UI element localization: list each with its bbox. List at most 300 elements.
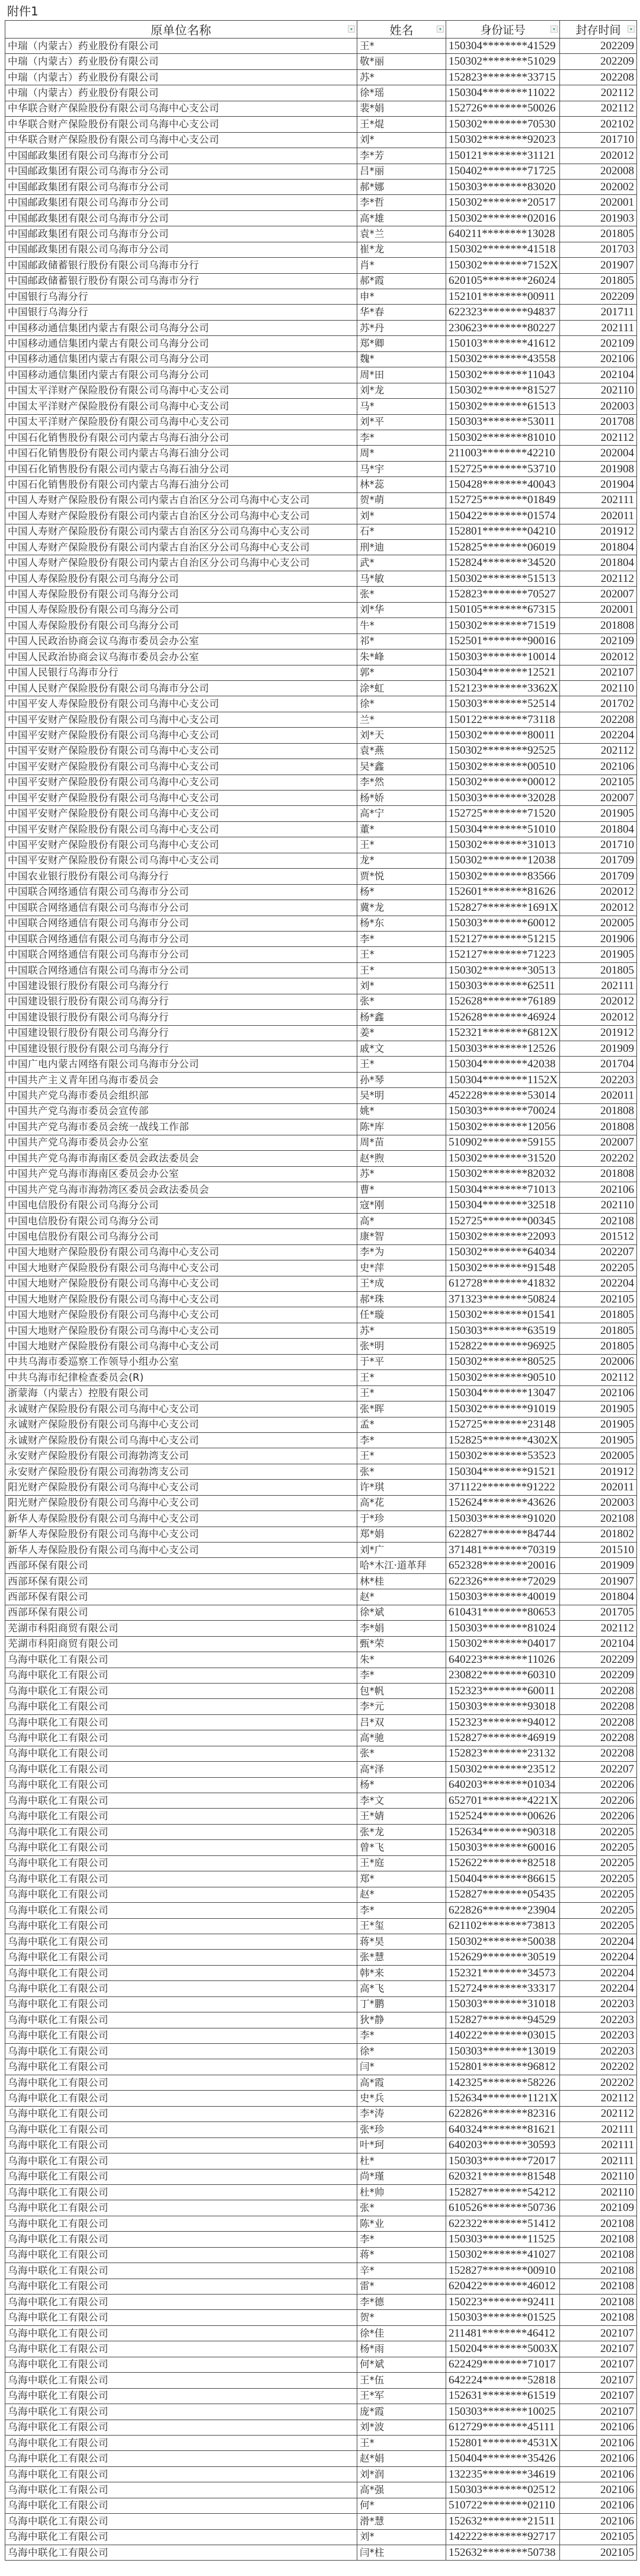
person-name-cell: 雷*	[357, 2279, 446, 2294]
seal-date-cell: 201808	[560, 1103, 637, 1119]
id-number-cell: 150302********11043	[446, 367, 560, 383]
table-row	[5, 2388, 637, 2404]
id-number-cell: 152628********46924	[446, 1010, 560, 1025]
person-name-cell: 李*	[357, 1903, 446, 1918]
table-row	[5, 1103, 637, 1119]
id-number-cell: 150303********91020	[446, 1511, 560, 1527]
table-row	[5, 1088, 637, 1103]
unit-name-cell: 中国联合网络通信有限公司乌海市分公司	[5, 962, 357, 978]
unit-name-cell: 中国大地财产保险股份有限公司乌海中心支公司	[5, 1292, 357, 1307]
unit-name-cell: 中华联合财产保险股份有限公司乌海中心支公司	[5, 132, 357, 148]
unit-name-cell: 中国大地财产保险股份有限公司乌海中心支公司	[5, 1276, 357, 1291]
person-name-cell: 贺*萌	[357, 492, 446, 508]
person-name-cell: 王*成	[357, 1276, 446, 1291]
person-name-cell: 徐*瑶	[357, 85, 446, 101]
unit-name-cell: 乌海中联化工有限公司	[5, 1903, 357, 1918]
seal-date-cell: 201510	[560, 1543, 637, 1558]
person-name-cell: 周*田	[357, 367, 446, 383]
seal-date-cell: 202005	[560, 1448, 637, 1464]
id-number-cell: 150105********67315	[446, 602, 560, 617]
id-number-cell: 371323********50824	[446, 1292, 560, 1307]
id-number-cell: 150303********01525	[446, 2310, 560, 2325]
person-name-cell: 狄*静	[357, 2012, 446, 2028]
column-header-label: 姓名	[389, 23, 414, 37]
seal-date-cell: 202205	[560, 1260, 637, 1276]
seal-date-cell: 202206	[560, 1793, 637, 1809]
person-name-cell: 王*玺	[357, 1918, 446, 1934]
id-number-cell: 211003********42210	[446, 446, 560, 461]
person-name-cell: 申*	[357, 289, 446, 305]
unit-name-cell: 中国农业银行股份有限公司乌海分行	[5, 869, 357, 884]
seal-date-cell: 202106	[560, 759, 637, 775]
table-row	[5, 1730, 637, 1746]
person-name-cell: 刘*	[357, 2529, 446, 2545]
id-number-cell: 150303********60016	[446, 1840, 560, 1855]
table-row	[5, 69, 637, 85]
person-name-cell: 赵*	[357, 1887, 446, 1902]
person-name-cell: 贺*	[357, 2310, 446, 2325]
id-number-cell: 150302********12038	[446, 853, 560, 868]
unit-name-cell: 乌海中联化工有限公司	[5, 1683, 357, 1698]
id-number-cell: 150121********31121	[446, 148, 560, 164]
unit-name-cell: 浙蒙海（内蒙古）控股有限公司	[5, 1385, 357, 1401]
id-number-cell: 152824********34520	[446, 555, 560, 571]
table-row	[5, 195, 637, 210]
person-name-cell: 孙*琴	[357, 1072, 446, 1087]
unit-name-cell: 乌海中联化工有限公司	[5, 2059, 357, 2075]
seal-date-cell: 202110	[560, 2169, 637, 2184]
seal-date-cell: 202111	[560, 320, 637, 335]
table-row	[5, 1950, 637, 1965]
table-row	[5, 665, 637, 680]
seal-date-cell: 202112	[560, 571, 637, 586]
person-name-cell: 李*	[357, 1668, 446, 1683]
id-number-cell: 150302********81527	[446, 383, 560, 398]
unit-name-cell: 乌海中联化工有限公司	[5, 1855, 357, 1871]
unit-name-cell: 西部环保有限公司	[5, 1573, 357, 1589]
seal-date-cell: 202209	[560, 1652, 637, 1668]
id-number-cell: 152827********94529	[446, 2012, 560, 2028]
seal-date-cell: 202012	[560, 1010, 637, 1025]
person-name-cell: 李*	[357, 2028, 446, 2043]
unit-name-cell: 中国人民政治协商会议乌海市委员会办公室	[5, 633, 357, 649]
unit-name-cell: 乌海中联化工有限公司	[5, 1840, 357, 1855]
filter-dropdown-icon[interactable]	[551, 25, 558, 33]
unit-name-cell: 中国广电内蒙古网络有限公司乌海市分公司	[5, 1057, 357, 1072]
unit-name-cell: 中国共产党乌海市海勃湾区委员会政法委员会	[5, 1182, 357, 1197]
unit-name-cell: 中国移动通信集团内蒙古有限公司乌海分公司	[5, 367, 357, 383]
seal-date-cell: 202207	[560, 1762, 637, 1777]
seal-date-cell: 201512	[560, 1229, 637, 1244]
id-number-cell: 152323********94012	[446, 1714, 560, 1730]
person-name-cell: 张*明	[357, 1339, 446, 1354]
id-number-cell: 150303********62511	[446, 978, 560, 994]
person-name-cell: 吕*丽	[357, 164, 446, 179]
unit-name-cell: 乌海中联化工有限公司	[5, 2373, 357, 2388]
seal-date-cell: 202208	[560, 1714, 637, 1730]
person-name-cell: 张*晖	[357, 1401, 446, 1417]
seal-date-cell: 202206	[560, 1777, 637, 1793]
seal-date-cell: 202106	[560, 2514, 637, 2529]
seal-date-cell: 202205	[560, 1887, 637, 1902]
filter-dropdown-icon[interactable]	[437, 25, 444, 33]
id-number-cell: 620105********26024	[446, 273, 560, 289]
person-name-cell: 陈*库	[357, 1119, 446, 1135]
seal-date-cell: 202108	[560, 2247, 637, 2263]
id-number-cell: 621102********73813	[446, 1918, 560, 1934]
table-row	[5, 2466, 637, 2482]
person-name-cell: 高*飞	[357, 1981, 446, 1996]
id-number-cell: 150304********71013	[446, 1182, 560, 1197]
unit-name-cell: 永诚财产保险股份有限公司乌海中心支公司	[5, 1417, 357, 1432]
seal-date-cell: 202112	[560, 85, 637, 101]
unit-name-cell: 中国邮政集团有限公司乌海市分公司	[5, 242, 357, 257]
seal-date-cell: 202110	[560, 680, 637, 696]
unit-name-cell: 中国平安财产保险股份有限公司乌海中心支公司	[5, 837, 357, 853]
unit-name-cell: 乌海中联化工有限公司	[5, 2341, 357, 2357]
table-row	[5, 806, 637, 821]
id-number-cell: 622827********84744	[446, 1527, 560, 1542]
person-name-cell: 徐*斌	[357, 1605, 446, 1620]
seal-date-cell: 202108	[560, 1511, 637, 1527]
table-row	[5, 2169, 637, 2184]
table-row	[5, 2184, 637, 2200]
id-number-cell: 642224********52818	[446, 2373, 560, 2388]
table-row	[5, 916, 637, 931]
seal-date-cell: 202111	[560, 2137, 637, 2153]
id-number-cell: 150302********80525	[446, 1354, 560, 1369]
seal-date-cell: 201912	[560, 524, 637, 539]
table-row	[5, 1527, 637, 1542]
seal-date-cell: 202204	[560, 728, 637, 743]
table-row	[5, 477, 637, 492]
person-name-cell: 张*	[357, 587, 446, 602]
table-row	[5, 1480, 637, 1495]
id-number-cell: 150304********42038	[446, 1057, 560, 1072]
id-number-cell: 640324********81621	[446, 2122, 560, 2137]
person-name-cell: 朱*	[357, 1652, 446, 1668]
id-number-cell: 152801********4531X	[446, 2435, 560, 2450]
table-row	[5, 2514, 637, 2529]
unit-name-cell: 乌海中联化工有限公司	[5, 1699, 357, 1714]
unit-name-cell: 中共乌海市委巡察工作领导小组办公室	[5, 1354, 357, 1369]
unit-name-cell: 中国邮政集团有限公司乌海市分公司	[5, 210, 357, 226]
id-number-cell: 152827********46919	[446, 1730, 560, 1746]
unit-name-cell: 乌海中联化工有限公司	[5, 2482, 357, 2498]
id-number-cell: 150302********30513	[446, 962, 560, 978]
seal-date-cell: 202208	[560, 712, 637, 727]
unit-name-cell: 中华联合财产保险股份有限公司乌海中心支公司	[5, 101, 357, 116]
table-row	[5, 743, 637, 759]
seal-date-cell: 201808	[560, 1119, 637, 1135]
id-number-cell: 152631********61519	[446, 2388, 560, 2404]
id-number-cell: 150302********90510	[446, 1370, 560, 1385]
table-row	[5, 1887, 637, 1902]
table-row	[5, 962, 637, 978]
table-row	[5, 1965, 637, 1980]
unit-name-cell: 中国石化销售股份有限公司内蒙古乌海石油分公司	[5, 446, 357, 461]
unit-name-cell: 乌海中联化工有限公司	[5, 2325, 357, 2341]
unit-name-cell: 中国移动通信集团内蒙古有限公司乌海分公司	[5, 351, 357, 367]
id-number-cell: 150304********91521	[446, 1464, 560, 1479]
id-number-cell: 150303********52514	[446, 696, 560, 712]
person-name-cell: 裴*娟	[357, 101, 446, 116]
unit-name-cell: 中国邮政集团有限公司乌海市分公司	[5, 164, 357, 179]
seal-date-cell: 202209	[560, 39, 637, 54]
unit-name-cell: 乌海中联化工有限公司	[5, 1996, 357, 2012]
unit-name-cell: 乌海中联化工有限公司	[5, 2200, 357, 2216]
table-row	[5, 1354, 637, 1369]
seal-date-cell: 202106	[560, 351, 637, 367]
unit-name-cell: 中华联合财产保险股份有限公司乌海中心支公司	[5, 117, 357, 132]
table-row	[5, 869, 637, 884]
person-name-cell: 杨*	[357, 1777, 446, 1793]
id-number-cell: 150302********53523	[446, 1448, 560, 1464]
person-name-cell: 闫*	[357, 2059, 446, 2075]
id-number-cell: 622826********23904	[446, 1903, 560, 1918]
column-header-seal-date	[560, 21, 637, 39]
id-number-cell: 150303********60012	[446, 916, 560, 931]
person-name-cell: 郭*	[357, 665, 446, 680]
unit-name-cell: 乌海中联化工有限公司	[5, 2153, 357, 2169]
id-number-cell: 150303********32028	[446, 791, 560, 806]
unit-name-cell: 中国平安财产保险股份有限公司乌海中心支公司	[5, 728, 357, 743]
id-number-cell: 150303********63519	[446, 1323, 560, 1338]
unit-name-cell: 中国人寿财产保险股份有限公司内蒙古自治区分公司乌海中心支公司	[5, 492, 357, 508]
person-name-cell: 朱*峰	[357, 649, 446, 665]
unit-name-cell: 中国大地财产保险股份有限公司乌海中心支公司	[5, 1339, 357, 1354]
id-number-cell: 510722********02110	[446, 2498, 560, 2513]
seal-date-cell: 202205	[560, 1855, 637, 1871]
seal-date-cell: 202209	[560, 289, 637, 305]
unit-name-cell: 中国平安财产保险股份有限公司乌海中心支公司	[5, 775, 357, 790]
id-number-cell: 150304********51010	[446, 821, 560, 837]
seal-date-cell: 202104	[560, 367, 637, 383]
unit-name-cell: 乌海中联化工有限公司	[5, 1777, 357, 1793]
unit-name-cell: 中国共产党乌海市海南区委员会政法委员会	[5, 1151, 357, 1166]
person-name-cell: 李*娟	[357, 1621, 446, 1636]
seal-date-cell: 201808	[560, 1166, 637, 1182]
table-row	[5, 2247, 637, 2263]
table-row	[5, 791, 637, 806]
unit-name-cell: 中国平安财产保险股份有限公司乌海中心支公司	[5, 791, 357, 806]
unit-name-cell: 乌海中联化工有限公司	[5, 2216, 357, 2231]
seal-date-cell: 202107	[560, 2388, 637, 2404]
unit-name-cell: 中国建设银行股份有限公司乌海分行	[5, 978, 357, 994]
table-row	[5, 2137, 637, 2153]
id-number-cell: 150204********5003X	[446, 2341, 560, 2357]
table-row	[5, 2232, 637, 2247]
table-row	[5, 1166, 637, 1182]
person-name-cell: 高*宁	[357, 806, 446, 821]
table-row	[5, 821, 637, 837]
unit-name-cell: 乌海中联化工有限公司	[5, 2404, 357, 2420]
id-number-cell: 132235********34619	[446, 2466, 560, 2482]
id-number-cell: 152629********30519	[446, 1950, 560, 1965]
table-row	[5, 320, 637, 335]
seal-date-cell: 201805	[560, 1339, 637, 1354]
table-row	[5, 2545, 637, 2561]
unit-name-cell: 中国建设银行股份有限公司乌海分行	[5, 1010, 357, 1025]
table-row	[5, 1198, 637, 1213]
person-name-cell: 祁*	[357, 633, 446, 649]
person-name-cell: 何*	[357, 2498, 446, 2513]
seal-date-cell: 202205	[560, 1840, 637, 1855]
id-number-cell: 150302********41027	[446, 2247, 560, 2263]
table-row	[5, 148, 637, 164]
id-number-cell: 640203********01034	[446, 1777, 560, 1793]
table-row	[5, 1323, 637, 1338]
unit-name-cell: 乌海中联化工有限公司	[5, 2028, 357, 2043]
id-number-cell: 150303********10014	[446, 649, 560, 665]
unit-name-cell: 乌海中联化工有限公司	[5, 1714, 357, 1730]
table-row	[5, 1934, 637, 1949]
person-name-cell: 高*驰	[357, 1730, 446, 1746]
table-row	[5, 2122, 637, 2137]
table-row	[5, 1385, 637, 1401]
table-row	[5, 540, 637, 555]
person-name-cell: 苏*	[357, 1166, 446, 1182]
table-row	[5, 1746, 637, 1761]
table-row	[5, 696, 637, 712]
id-number-cell: 150302********31013	[446, 837, 560, 853]
id-number-cell: 152823********33715	[446, 69, 560, 85]
seal-date-cell: 201907	[560, 258, 637, 273]
person-name-cell: 王*焜	[357, 117, 446, 132]
unit-name-cell: 西部环保有限公司	[5, 1589, 357, 1605]
id-number-cell: 152725********00345	[446, 1213, 560, 1228]
id-number-cell: 150122********73118	[446, 712, 560, 727]
seal-date-cell: 202108	[560, 1213, 637, 1228]
id-number-cell: 150304********41529	[446, 39, 560, 54]
id-number-cell: 152825********4302X	[446, 1432, 560, 1448]
table-row	[5, 101, 637, 116]
table-row	[5, 1495, 637, 1511]
person-name-cell: 张*	[357, 994, 446, 1009]
person-name-cell: 敬*丽	[357, 54, 446, 69]
person-name-cell: 郝*娜	[357, 179, 446, 194]
id-number-cell: 150302********91019	[446, 1401, 560, 1417]
seal-date-cell: 202107	[560, 2341, 637, 2357]
person-name-cell: 刘*广	[357, 1543, 446, 1558]
person-name-cell: 张*	[357, 2200, 446, 2216]
unit-name-cell: 中国石化销售股份有限公司内蒙古乌海石油分公司	[5, 477, 357, 492]
unit-name-cell: 乌海中联化工有限公司	[5, 1746, 357, 1761]
unit-name-cell: 中共乌海市纪律检查委员会(R)	[5, 1370, 357, 1385]
person-name-cell: 高*	[357, 1213, 446, 1228]
unit-name-cell: 中国平安财产保险股份有限公司乌海中心支公司	[5, 806, 357, 821]
person-name-cell: 高*霞	[357, 2075, 446, 2090]
unit-name-cell: 乌海中联化工有限公司	[5, 2388, 357, 2404]
seal-date-cell: 202204	[560, 1981, 637, 1996]
id-number-cell: 640211********13028	[446, 226, 560, 242]
unit-name-cell: 中国银行乌海分行	[5, 289, 357, 305]
person-name-cell: 王*	[357, 837, 446, 853]
person-name-cell: 张*	[357, 1746, 446, 1761]
person-name-cell: 孟*	[357, 1417, 446, 1432]
seal-date-cell: 202204	[560, 1965, 637, 1980]
person-name-cell: 董*	[357, 821, 446, 837]
id-number-cell: 150302********82032	[446, 1166, 560, 1182]
table-row	[5, 508, 637, 524]
table-row	[5, 351, 637, 367]
person-name-cell: 王*婧	[357, 1809, 446, 1824]
id-number-cell: 152524********00626	[446, 1809, 560, 1824]
filter-dropdown-icon[interactable]	[348, 25, 355, 33]
table-row	[5, 759, 637, 775]
seal-date-cell: 202204	[560, 1950, 637, 1965]
unit-name-cell: 乌海中联化工有限公司	[5, 2122, 357, 2137]
table-row	[5, 132, 637, 148]
table-row	[5, 1511, 637, 1527]
table-row	[5, 2435, 637, 2450]
id-number-cell: 152725********23148	[446, 1417, 560, 1432]
table-row	[5, 1025, 637, 1041]
unit-name-cell: 中国人寿财产保险股份有限公司内蒙古自治区分公司乌海中心支公司	[5, 555, 357, 571]
table-row	[5, 1903, 637, 1918]
person-name-cell: 韩*来	[357, 1965, 446, 1980]
seal-date-cell: 202011	[560, 508, 637, 524]
unit-name-cell: 乌海中联化工有限公司	[5, 1950, 357, 1965]
id-number-cell: 152632********21511	[446, 2514, 560, 2529]
id-number-cell: 152624********43626	[446, 1495, 560, 1511]
id-number-cell: 652328********20016	[446, 1558, 560, 1573]
table-row	[5, 1543, 637, 1558]
table-row	[5, 1762, 637, 1777]
person-name-cell: 许*琪	[357, 1480, 446, 1495]
table-row	[5, 2044, 637, 2059]
person-name-cell: 龙*	[357, 853, 446, 868]
person-name-cell: 蒋*	[357, 2247, 446, 2263]
unit-name-cell: 中国大地财产保险股份有限公司乌海中心支公司	[5, 1244, 357, 1260]
seal-date-cell: 202109	[560, 2200, 637, 2216]
filter-dropdown-icon[interactable]	[628, 25, 635, 33]
table-row	[5, 2153, 637, 2169]
person-name-cell: 赵*	[357, 1589, 446, 1605]
table-row	[5, 900, 637, 916]
unit-name-cell: 中国太平洋财产保险股份有限公司乌海中心支公司	[5, 414, 357, 430]
person-name-cell: 马*敏	[357, 571, 446, 586]
seal-date-cell: 201710	[560, 132, 637, 148]
person-name-cell: 王*	[357, 39, 446, 54]
table-row	[5, 2279, 637, 2294]
unit-name-cell: 中国联合网络通信有限公司乌海市分公司	[5, 931, 357, 946]
seal-date-cell: 202012	[560, 148, 637, 164]
table-row	[5, 1918, 637, 1934]
table-row	[5, 2075, 637, 2090]
person-name-cell: 石*	[357, 524, 446, 539]
table-row	[5, 1432, 637, 1448]
person-name-cell: 滑*慧	[357, 2514, 446, 2529]
seal-date-cell: 202107	[560, 2357, 637, 2372]
id-number-cell: 150302********80011	[446, 728, 560, 743]
unit-name-cell: 乌海中联化工有限公司	[5, 1668, 357, 1683]
id-number-cell: 150302********04017	[446, 1636, 560, 1652]
unit-name-cell: 中瑞（内蒙古）药业股份有限公司	[5, 85, 357, 101]
person-name-cell: 贾*悦	[357, 869, 446, 884]
person-name-cell: 杜*	[357, 2153, 446, 2169]
table-row	[5, 305, 637, 320]
seal-date-cell: 201909	[560, 1041, 637, 1057]
seal-date-cell: 201804	[560, 540, 637, 555]
seal-date-cell: 202107	[560, 665, 637, 680]
id-number-cell: 152823********70527	[446, 587, 560, 602]
seal-date-cell: 202208	[560, 1730, 637, 1746]
attachment-label: 附件1	[7, 4, 39, 18]
column-header-name	[357, 21, 446, 39]
seal-date-cell: 202204	[560, 1934, 637, 1949]
table-row	[5, 1307, 637, 1323]
